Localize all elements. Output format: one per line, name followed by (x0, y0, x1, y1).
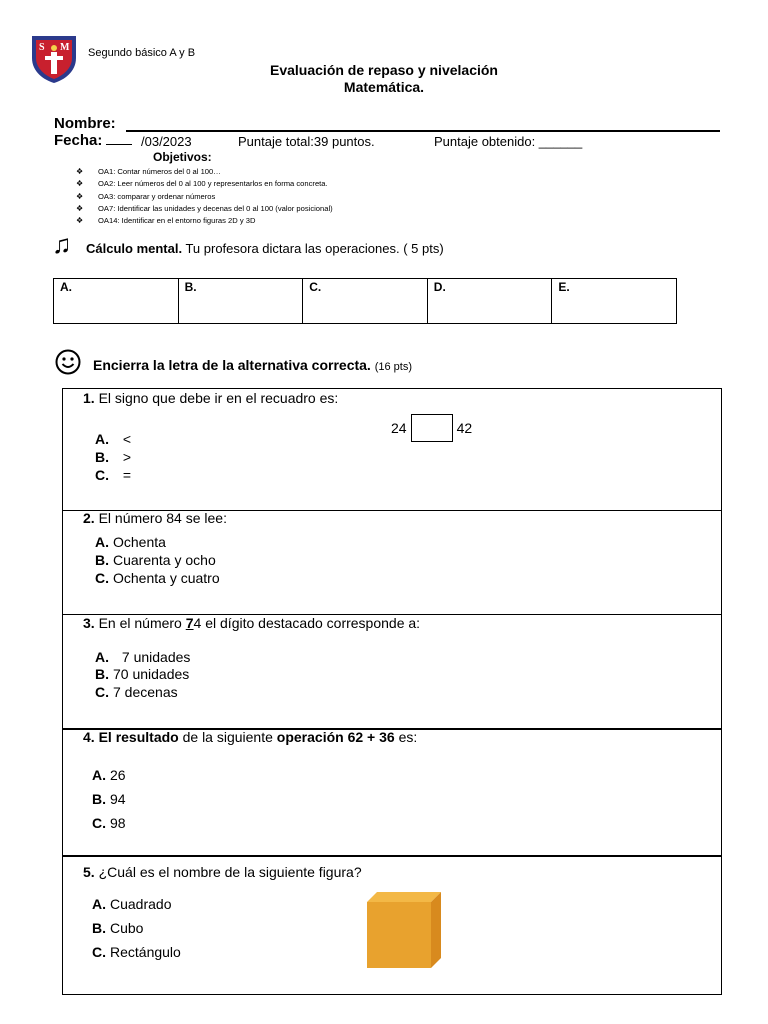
objetivos-title: Objetivos: (153, 150, 212, 164)
cube-figure (367, 892, 441, 968)
puntaje-total: Puntaje total:39 puntos. (238, 134, 375, 149)
question-1-heading (83, 390, 338, 406)
objetivo-item (76, 178, 333, 190)
option-text: Ochenta y cuatro (113, 570, 220, 586)
question-text: En el número (98, 615, 186, 631)
objetivo-item (76, 166, 333, 178)
answer-cell-label: A. (60, 280, 72, 294)
question-text: el dígito destacado corresponde a: (201, 615, 421, 631)
puntaje-obtenido: Puntaje obtenido: ______ (434, 134, 583, 149)
option-b[interactable] (95, 666, 189, 682)
document-title: Evaluación de repaso y nivelación (270, 62, 498, 78)
option-letter: C. (95, 684, 109, 700)
question-text: El número 84 se lee: (98, 510, 227, 526)
answer-cell-e[interactable] (552, 279, 677, 324)
calculo-answer-table (53, 278, 677, 324)
fecha-value: /03/2023 (141, 134, 192, 149)
option-text: Rectángulo (110, 944, 181, 960)
question-text: ¿Cuál es el nombre de la siguiente figura? (98, 864, 362, 880)
option-letter: A. (92, 767, 106, 783)
svg-text:S: S (39, 42, 45, 53)
option-b[interactable] (92, 791, 126, 807)
smiley-icon (55, 349, 81, 375)
question-4 (62, 728, 722, 857)
question-number: 3. (83, 615, 95, 631)
question-2-heading (83, 510, 227, 526)
question-bold: El resultado (98, 729, 179, 745)
alternativas-pts: (16 pts) (374, 361, 413, 373)
answer-cell-label: D. (433, 280, 446, 294)
answer-box[interactable] (411, 414, 453, 442)
question-text: de la siguiente (178, 729, 277, 745)
highlighted-digit: 7 (185, 615, 194, 631)
calculo-heading (86, 241, 444, 256)
option-letter: B. (95, 552, 109, 568)
option-b[interactable] (95, 449, 131, 465)
question-3 (62, 614, 722, 730)
question-number: 5. (83, 864, 95, 880)
alternativas-text: la letra de la alternativa correcta. (149, 357, 371, 373)
comparison (391, 414, 472, 442)
option-a[interactable] (92, 767, 126, 783)
option-letter: C. (95, 467, 109, 483)
answer-cell-label: B. (184, 280, 197, 294)
option-letter: B. (92, 791, 106, 807)
bullet-icon: ❖ (76, 179, 84, 189)
nombre-label: Nombre: (54, 115, 116, 132)
answer-cell-label: E. (558, 280, 570, 294)
option-letter: B. (92, 920, 106, 936)
question-3-heading (83, 615, 420, 631)
fecha-blank[interactable] (106, 144, 132, 145)
question-2 (62, 509, 722, 615)
option-c[interactable] (95, 467, 131, 483)
option-letter: A. (95, 534, 109, 550)
objetivo-item (76, 203, 333, 215)
alternativas-heading (93, 357, 412, 373)
answer-cell-label: C. (309, 280, 322, 294)
svg-text:M: M (60, 42, 70, 53)
left-number: 24 (391, 420, 407, 436)
option-a[interactable] (92, 896, 172, 912)
answer-cell-b[interactable] (178, 279, 303, 324)
option-a[interactable] (95, 649, 190, 665)
option-text: < (122, 431, 132, 447)
objetivo-text: OA3: comparar y ordenar números (98, 191, 216, 201)
option-letter: C. (92, 944, 106, 960)
alternativas-bold: Encierra (93, 357, 150, 373)
option-text: 7 unidades (121, 649, 191, 665)
calculo-text: Tu profesora dictara las operaciones. ( 5 pts) (182, 241, 444, 256)
option-text: Cubo (110, 920, 144, 936)
option-text: = (122, 467, 132, 483)
option-text: > (122, 449, 132, 465)
fecha-text: Fecha: (54, 132, 103, 149)
option-c[interactable] (95, 684, 178, 700)
bullet-icon: ❖ (76, 216, 84, 226)
option-letter: B. (95, 449, 109, 465)
question-4-heading (83, 729, 417, 745)
school-line: Segundo básico A y B (88, 47, 196, 59)
option-text: Cuarenta y ocho (113, 552, 216, 568)
answer-cell-a[interactable] (54, 279, 179, 324)
question-text: 4 (193, 615, 202, 631)
option-b[interactable] (95, 552, 216, 568)
option-c[interactable] (92, 944, 181, 960)
objetivo-text: OA2: Leer números del 0 al 100 y representarlos en forma concreta. (98, 179, 328, 189)
option-letter: A. (92, 896, 106, 912)
bullet-icon: ❖ (76, 167, 84, 176)
option-letter: B. (95, 666, 109, 682)
question-text: El signo que debe ir en el recuadro es: (98, 390, 339, 406)
question-number: 2. (83, 510, 95, 526)
objetivo-text: OA1: Contar números del 0 al 100… (98, 167, 221, 176)
bullet-icon: ❖ (76, 203, 84, 213)
question-1 (62, 388, 722, 511)
question-5 (62, 855, 722, 995)
option-text: 94 (110, 791, 126, 807)
question-text: es: (394, 729, 418, 745)
fecha-label (54, 132, 132, 149)
calculo-bold: Cálculo mental. (86, 241, 183, 256)
objetivo-text: OA7: Identificar las unidades y decenas del 0 al 100 (valor posicional) (98, 203, 333, 213)
option-a[interactable] (95, 534, 166, 550)
option-text: 26 (110, 767, 126, 783)
option-c[interactable] (92, 815, 126, 831)
question-number: 4. (83, 729, 95, 745)
question-5-heading (83, 864, 362, 880)
option-c[interactable] (95, 570, 220, 586)
music-note-icon: ♫ (52, 229, 72, 259)
objetivo-item (76, 191, 333, 203)
answer-cell-d[interactable] (427, 279, 552, 324)
option-a[interactable] (95, 431, 131, 447)
objetivos-list (76, 166, 333, 227)
option-letter: A. (95, 431, 109, 447)
option-text: 7 decenas (113, 684, 178, 700)
option-text: Ochenta (113, 534, 166, 550)
option-b[interactable] (92, 920, 143, 936)
option-letter: A. (95, 649, 109, 665)
question-number: 1. (83, 390, 95, 406)
option-letter: C. (92, 815, 106, 831)
nombre-line[interactable] (126, 130, 720, 132)
option-text: Cuadrado (110, 896, 172, 912)
objetivo-text: OA14: Identificar en el entorno figuras 2D y 3D (98, 216, 256, 226)
option-letter: C. (95, 570, 109, 586)
question-bold: operación 62 + 36 (276, 729, 395, 745)
bullet-icon: ❖ (76, 191, 84, 201)
right-number: 42 (456, 420, 473, 436)
objetivo-item (76, 215, 333, 227)
option-text: 98 (110, 815, 126, 831)
document-subtitle: Matemática. (343, 79, 425, 95)
option-text: 70 unidades (113, 666, 190, 682)
answer-cell-c[interactable] (303, 279, 428, 324)
